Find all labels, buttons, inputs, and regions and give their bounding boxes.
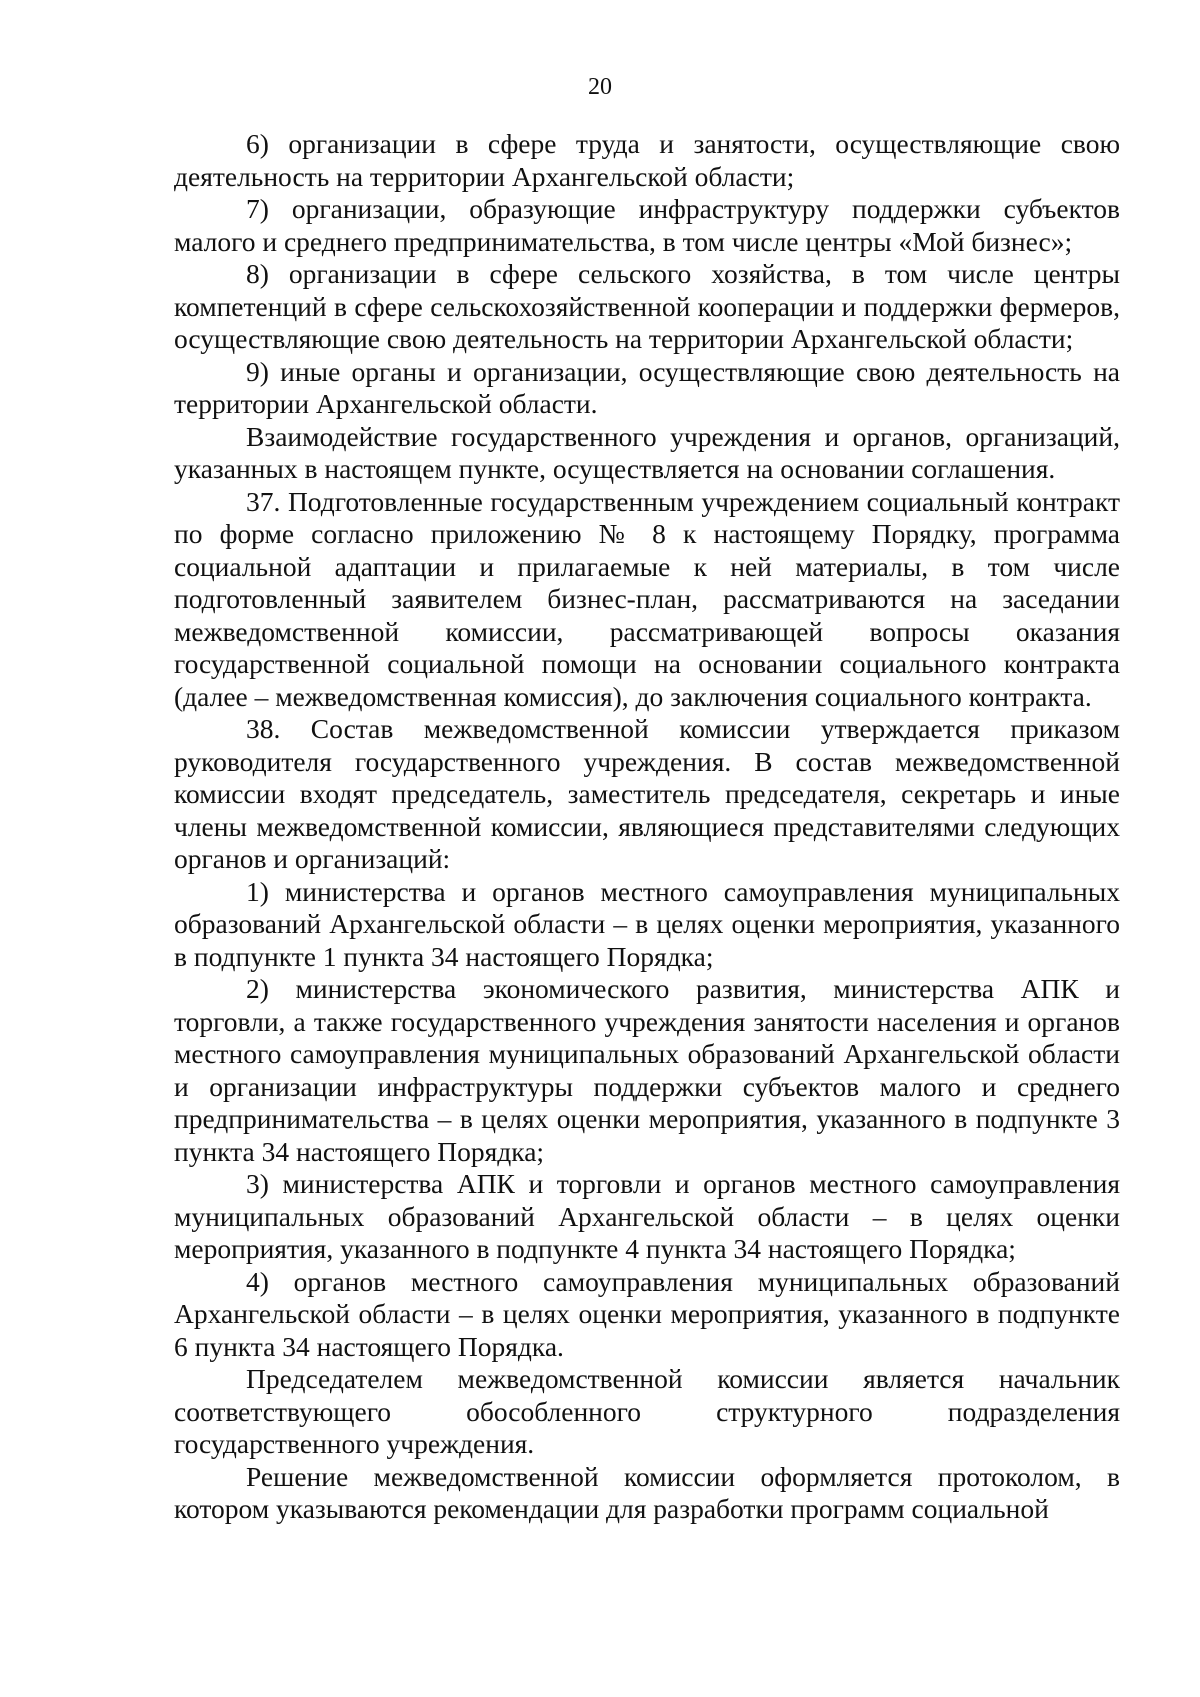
chairman-paragraph: Председателем межведомственной комиссии является начальник соответствующего обособленного структурного подразделения государственного учреждения.: [174, 1363, 1120, 1459]
clause-38-item-1: 1) министерства и органов местного самоуправления муниципальных образований Архангельской области – в целях оценки мероприятия, указанного в подпункте 1 пункта 34 настоящего Порядка;: [174, 875, 1120, 972]
interaction-paragraph: Взаимодействие государственного учреждения и органов, организаций, указанных в настоящем пункте, осуществляется на основании соглашения.: [174, 420, 1120, 484]
document-body: [174, 128, 1120, 1526]
list-item-7: 7) организации, образующие инфраструктуру поддержки субъектов малого и среднего предпринимательства, в том числе центры «Мой бизнес»;: [174, 193, 1120, 257]
clause-38: 38. Состав межведомственной комиссии утверждается приказом руководителя государственного учреждения. В состав межведомственной комиссии входят председатель, заместитель председателя, секретарь и иные члены межведомственной комиссии, являющиеся представителями следующих органов и организаций:: [174, 713, 1120, 874]
list-item-9: 9) иные органы и организации, осуществляющие свою деятельность на территории Архангельской области.: [174, 355, 1120, 419]
clause-37: 37. Подготовленные государственным учреждением социальный контракт по форме согласно приложению № 8 к настоящему Порядку, программа социальной адаптации и прилагаемые к ней материалы, в том числе подготовленный заявителем бизнес-план, рассматриваются на заседании межведомственной комиссии, рассматривающей вопросы оказания государственной социальной помощи на основании социального контракта (далее – межведомственная комиссия), до заключения социального контракта.: [174, 485, 1120, 712]
page-number: 20: [588, 74, 612, 100]
clause-38-item-2: 2) министерства экономического развития, министерства АПК и торговли, а также государственного учреждения занятости населения и органов местного самоуправления муниципальных образований Архангельской области и организации инфраструктуры поддержки субъектов малого и среднего предпринимательства – в целях оценки мероприятия, указанного в подпункте 3 пункта 34 настоящего Порядка;: [174, 973, 1120, 1167]
clause-38-item-3: 3) министерства АПК и торговли и органов местного самоуправления муниципальных образований Архангельской области – в целях оценки мероприятия, указанного в подпункте 4 пункта 34 настоящего Порядка;: [174, 1168, 1120, 1264]
list-item-6: 6) организации в сфере труда и занятости, осуществляющие свою деятельность на территории Архангельской области;: [174, 128, 1120, 192]
decision-paragraph: Решение межведомственной комиссии оформляется протоколом, в котором указываются рекомендации для разработки программ социальной: [174, 1460, 1120, 1524]
list-item-8: 8) организации в сфере сельского хозяйства, в том числе центры компетенций в сфере сельскохозяйственной кооперации и поддержки фермеров, осуществляющие свою деятельность на территории Архангельской области;: [174, 258, 1120, 354]
clause-38-item-4: 4) органов местного самоуправления муниципальных образований Архангельской области – в целях оценки мероприятия, указанного в подпункте 6 пункта 34 настоящего Порядка.: [174, 1265, 1120, 1362]
